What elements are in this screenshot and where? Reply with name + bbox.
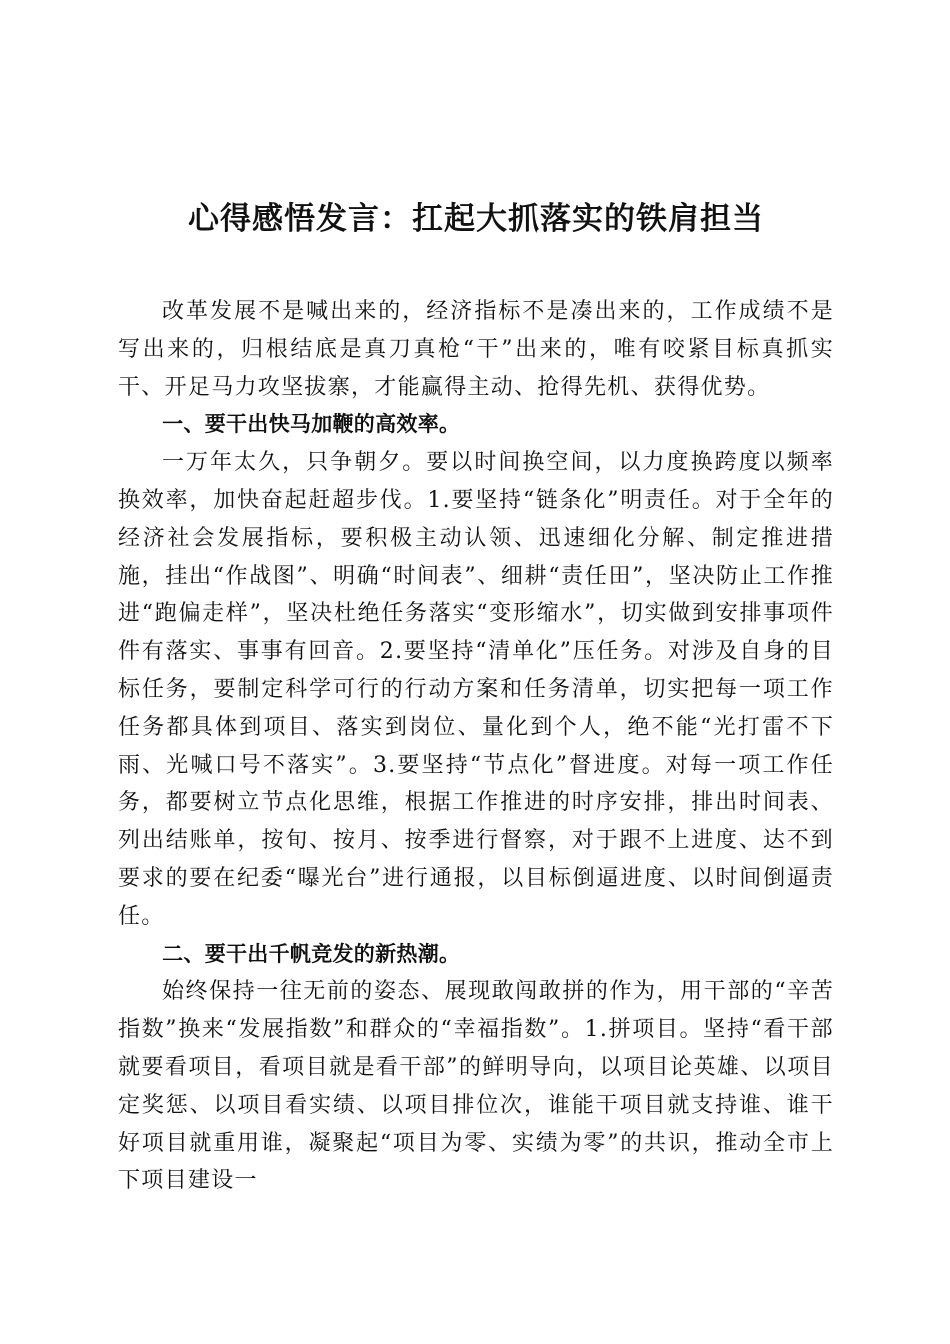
section-1-heading: 一、要干出快马加鞭的高效率。 (162, 412, 461, 437)
section-2-heading: 二、要干出千帆竞发的新热潮。 (162, 941, 461, 966)
document-title: 心得感悟发言：扛起大抓落实的铁肩担当 (188, 201, 764, 237)
document-page (118, 0, 834, 1344)
intro-paragraph: 改革发展不是喊出来的，经济指标不是凑出来的，工作成绩不是写出来的，归根结底是真刀真枪“干”出来的，唯有咬紧目标真抓实干、开足马力攻坚拔寨，才能赢得主动、抢得先机、获得优势。 (118, 299, 834, 400)
section-1-paragraph: 一万年太久，只争朝夕。要以时间换空间，以力度换跨度以频率换效率，加快奋起赶超步伐。1.要坚持“链条化”明责任。对于全年的经济社会发展指标，要积极主动认领、迅速细化分解、制定推进措施，挂出“作战图”、明确“时间表”、细耕“责任田”，坚决防止工作推进“跑偏走样”，坚决杜绝任务落实“变形缩水”，切实做到安排事项件件有落实、事事有回音。2.要坚持“清单化”压任务。对涉及自身的目标任务，要制定科学可行的行动方案和任务清单，切实把每一项工作任务都具体到项目、落实到岗位、量化到个人，绝不能“光打雷不下雨、光喊口号不落实”。3.要坚持“节点化”督进度。对每一项工作任务，都要树立节点化思维，根据工作推进的时序安排，排出时间表、列出结账单，按旬、按月、按季进行督察，对于跟不上进度、达不到要求的要在纪委“曝光台”进行通报，以目标倒逼进度、以时间倒逼责任。 (118, 450, 834, 929)
document-body (118, 293, 834, 1200)
section-2-paragraph: 始终保持一往无前的姿态、展现敢闯敢拼的作为，用干部的“辛苦指数”换来“发展指数”和群众的“幸福指数”。1.拼项目。坚持“看干部就要看项目，看项目就是看干部”的鲜明导向，以项目论英雄、以项目定奖惩、以项目看实绩、以项目排位次，谁能干项目就支持谁、谁干好项目就重用谁，凝聚起“项目为零、实绩为零”的共识，推动全市上下项目建设一 (118, 979, 834, 1194)
